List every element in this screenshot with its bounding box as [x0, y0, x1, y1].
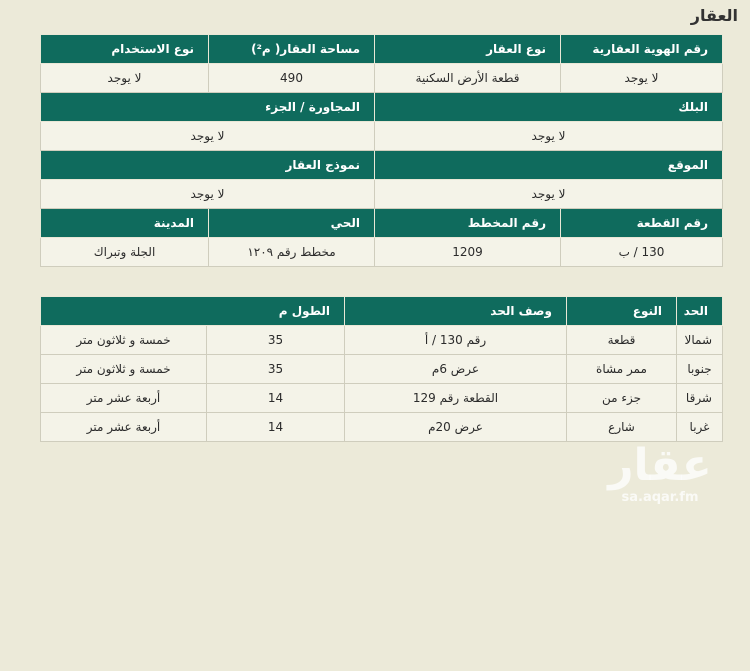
header-property-area: مساحة العقار( م²) — [209, 35, 375, 64]
table-row — [41, 64, 723, 93]
header-district: الحي — [209, 209, 375, 238]
table-row — [41, 238, 723, 267]
header-property-type: نوع العقار — [375, 35, 561, 64]
header-plan-number: رقم المخطط — [375, 209, 561, 238]
table-row — [41, 93, 723, 122]
header-length: الطول م — [41, 297, 345, 326]
boundary-description: عرض 20م — [345, 413, 567, 442]
boundary-length-words: أربعة عشر متر — [41, 413, 207, 442]
table-row — [41, 384, 723, 413]
value-district: مخطط رقم ١٢٠٩ — [209, 238, 375, 267]
boundary-type: ممر مشاة — [567, 355, 677, 384]
boundary-description: عرض 6م — [345, 355, 567, 384]
header-usage-type: نوع الاستخدام — [41, 35, 209, 64]
value-city: الجلة وتبراك — [41, 238, 209, 267]
boundary-length-words: خمسة و ثلاثون متر — [41, 355, 207, 384]
value-location: لا يوجد — [375, 180, 723, 209]
value-model: لا يوجد — [41, 180, 375, 209]
table-row — [41, 122, 723, 151]
property-info-table — [40, 34, 723, 267]
value-plan-number: 1209 — [375, 238, 561, 267]
value-usage-type: لا يوجد — [41, 64, 209, 93]
table-row — [41, 326, 723, 355]
page-title: العقار — [690, 6, 738, 25]
boundary-type: شارع — [567, 413, 677, 442]
value-property-area: 490 — [209, 64, 375, 93]
boundary-side: جنوبا — [677, 355, 723, 384]
boundary-side: غربا — [677, 413, 723, 442]
header-location: الموقع — [375, 151, 723, 180]
aqar-logo: عقار — [608, 440, 712, 491]
boundary-side: شمالا — [677, 326, 723, 355]
value-property-type: قطعة الأرض السكنية — [375, 64, 561, 93]
watermark-url: sa.aqar.fm — [621, 490, 699, 505]
value-plot-number: 130 / ب — [561, 238, 723, 267]
boundary-length: 14 — [207, 413, 345, 442]
boundary-length-words: أربعة عشر متر — [41, 384, 207, 413]
header-block: البلك — [375, 93, 723, 122]
table-row — [41, 35, 723, 64]
header-property-id: رقم الهوية العقارية — [561, 35, 723, 64]
header-boundary: الحد — [677, 297, 723, 326]
header-adjacent: المجاورة / الجزء — [41, 93, 375, 122]
boundary-type: قطعة — [567, 326, 677, 355]
boundary-description: القطعة رقم 129 — [345, 384, 567, 413]
boundary-description: رقم 130 / أ — [345, 326, 567, 355]
header-city: المدينة — [41, 209, 209, 238]
boundaries-table — [40, 296, 723, 442]
table-row — [41, 297, 723, 326]
boundary-length-words: خمسة و ثلاثون متر — [41, 326, 207, 355]
header-description: وصف الحد — [345, 297, 567, 326]
header-type: النوع — [567, 297, 677, 326]
value-block: لا يوجد — [375, 122, 723, 151]
boundary-length: 35 — [207, 355, 345, 384]
header-plot-number: رقم القطعة — [561, 209, 723, 238]
value-property-id: لا يوجد — [561, 64, 723, 93]
header-model: نموذج العقار — [41, 151, 375, 180]
boundary-length: 35 — [207, 326, 345, 355]
table-row — [41, 413, 723, 442]
aqar-watermark — [600, 440, 720, 505]
table-row — [41, 355, 723, 384]
table-row — [41, 209, 723, 238]
table-row — [41, 180, 723, 209]
boundary-side: شرقا — [677, 384, 723, 413]
boundary-type: جزء من — [567, 384, 677, 413]
value-adjacent: لا يوجد — [41, 122, 375, 151]
table-row — [41, 151, 723, 180]
boundary-length: 14 — [207, 384, 345, 413]
